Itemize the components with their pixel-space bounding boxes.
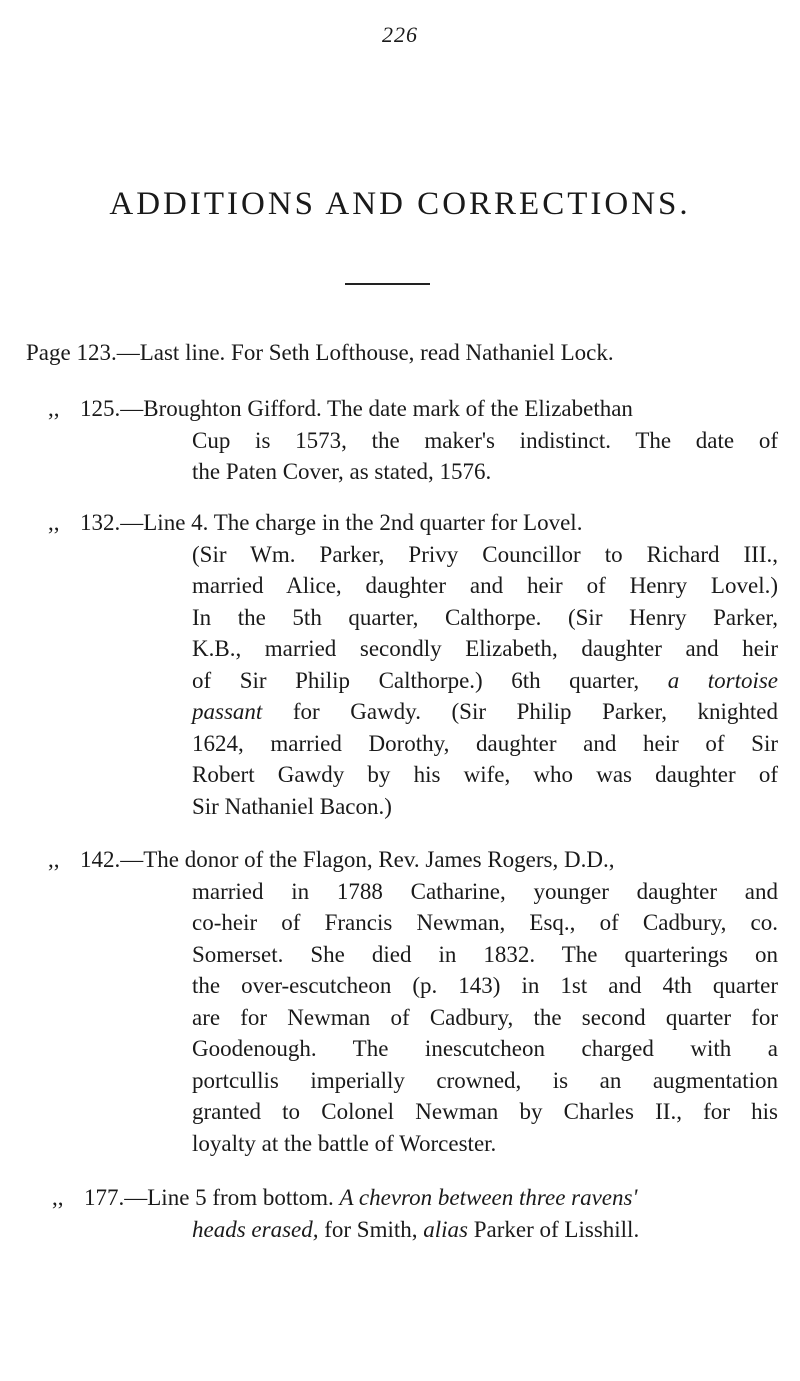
entry-page-ref: 132. — [80, 510, 121, 535]
entry-text: —Broughton Gifford. The date mark of the Elizabethan — [120, 396, 633, 421]
ditto-mark: ,, — [48, 510, 60, 535]
blazon-text: heads erased, — [192, 1216, 319, 1242]
alias-text: alias — [423, 1216, 468, 1242]
entry-continuation — [26, 876, 778, 1160]
entry-text: for Smith, — [324, 1216, 418, 1242]
entry-line: Sir Nathaniel Bacon.) — [192, 793, 392, 819]
entry-line — [192, 1214, 782, 1246]
entry-line: Somerset. She died in 1832. The quarterings on — [192, 941, 778, 967]
heading-divider — [345, 283, 430, 285]
entry-page-ref: 177. — [84, 1185, 125, 1210]
correction-entry-page-177 — [30, 1182, 782, 1245]
entry-line: Goodenough. The inescutcheon charged with a — [192, 1036, 778, 1061]
entry-text: for Gawdy. (Sir Philip Parker, knighted — [292, 699, 779, 724]
entry-line: (Sir Wm. Parker, Privy Councillor to Richard III., — [192, 541, 778, 567]
entry-text: of Sir Philip Calthorpe.) 6th quarter, — [192, 667, 640, 693]
entry-text: —Line 4. The charge in the 2nd quarter for Lovel. — [120, 510, 583, 535]
entry-line: married Alice, daughter and heir of Henry Lovel.) — [192, 573, 778, 598]
entry-line: the Paten Cover, as stated, 1576. — [192, 459, 492, 484]
entry-line: In the 5th quarter, Calthorpe. (Sir Henry Parker, — [192, 604, 778, 630]
ditto-mark: ,, — [48, 396, 60, 421]
entry-line — [192, 665, 778, 697]
ditto-mark: ,, — [52, 1185, 64, 1210]
entry-line — [26, 507, 778, 539]
entry-continuation — [26, 539, 778, 823]
page-heading: ADDITIONS AND CORRECTIONS. — [109, 186, 691, 222]
entry-page-ref: 142. — [80, 847, 121, 872]
entry-page-ref: 123. — [76, 340, 117, 365]
entry-continuation — [26, 425, 778, 488]
page-number: 226 — [382, 22, 418, 47]
entry-text: —The donor of the Flagon, Rev. James Rogers, D.D., — [120, 847, 615, 872]
entry-line: married in 1788 Catharine, younger daughter and — [192, 878, 778, 904]
entry-text: —Last line. For Seth Lofthouse, read Nathaniel Lock. — [116, 340, 614, 365]
entry-line: Robert Gawdy by his wife, who was daughter of — [192, 762, 778, 787]
entry-page-ref: 125. — [80, 396, 121, 421]
correction-entry-page-142 — [26, 844, 778, 1159]
correction-entry-page-132 — [26, 507, 778, 822]
correction-entry-page-123 — [26, 337, 786, 369]
entry-line — [30, 1182, 782, 1214]
entry-line: are for Newman of Cadbury, the second quarter for — [192, 1004, 778, 1030]
entry-line — [26, 337, 786, 369]
entry-line: K.B., married secondly Elizabeth, daughter and heir — [192, 636, 778, 661]
blazon-text: A chevron between three ravens' — [339, 1185, 638, 1210]
correction-entry-page-125 — [26, 393, 778, 488]
entry-prefix: Page — [26, 340, 71, 365]
entry-line: Cup is 1573, the maker's indistinct. The date of — [192, 427, 778, 453]
entry-line: loyalty at the battle of Worcester. — [192, 1130, 497, 1156]
blazon-text: passant — [192, 699, 263, 724]
entry-continuation — [30, 1214, 782, 1246]
entry-line — [26, 844, 778, 876]
entry-line: portcullis imperially crowned, is an augmentation — [192, 1067, 778, 1093]
ditto-mark: ,, — [48, 847, 60, 872]
blazon-text: a tortoise — [667, 667, 779, 693]
entry-line: co-heir of Francis Newman, Esq., of Cadbury, co. — [192, 910, 778, 935]
entry-line: 1624, married Dorothy, daughter and heir of Sir — [192, 730, 778, 756]
entry-text: —Line 5 from bottom. — [124, 1185, 334, 1210]
entry-text: Parker of Lisshill. — [473, 1216, 640, 1242]
entry-line: granted to Colonel Newman by Charles II., for his — [192, 1099, 778, 1124]
entry-line — [26, 393, 778, 425]
entry-line: the over-escutcheon (p. 143) in 1st and 4th quarter — [192, 973, 778, 998]
entry-line — [192, 696, 778, 728]
